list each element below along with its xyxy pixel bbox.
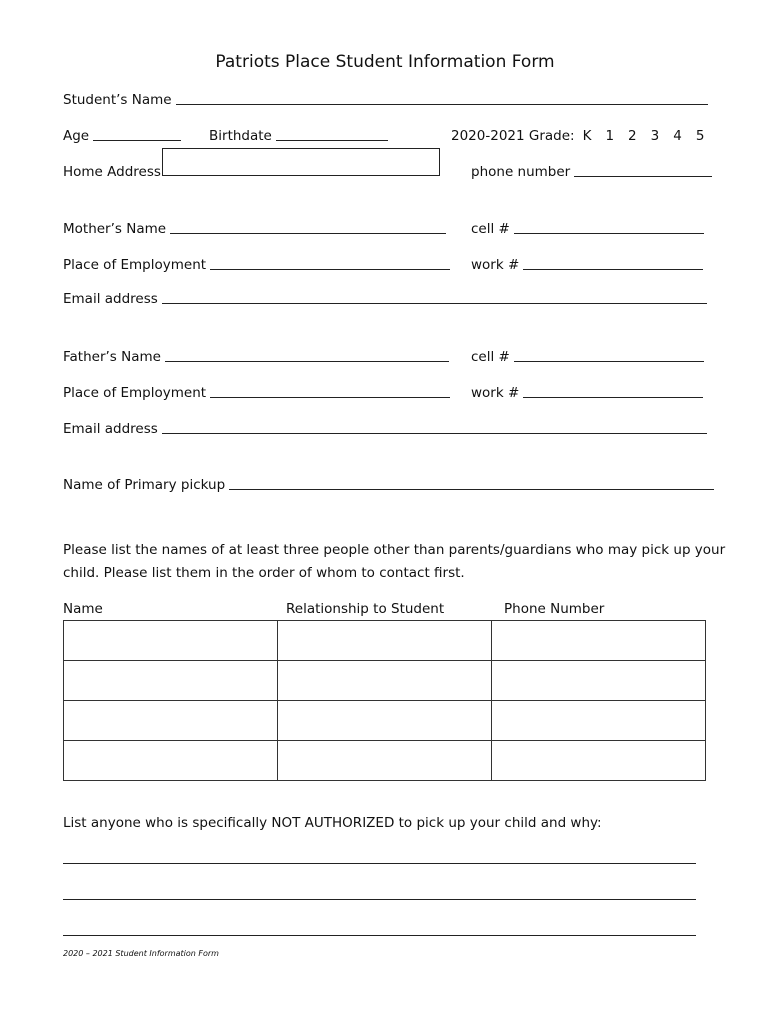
- table-cell-relationship[interactable]: [278, 621, 492, 661]
- birthdate-input-line[interactable]: [276, 139, 388, 141]
- table-cell-relationship[interactable]: [278, 661, 492, 701]
- age-row: [63, 128, 181, 144]
- father-email-row: [63, 421, 707, 437]
- footer-text: 2020 – 2021 Student Information Form: [63, 949, 219, 958]
- table-header-phone: Phone Number: [504, 601, 605, 617]
- table-cell-phone[interactable]: [492, 661, 706, 701]
- pickup-instructions-line2: child. Please list them in the order of whom to contact first.: [63, 565, 465, 581]
- primary-pickup-row: [63, 477, 714, 493]
- grade-label: 2020-2021 Grade:: [451, 128, 575, 144]
- father-email-label: Email address: [63, 421, 158, 437]
- mothers-name-row: [63, 221, 446, 237]
- father-work-label: work #: [471, 385, 520, 401]
- student-name-label: Student’s Name: [63, 92, 172, 108]
- table-row: [64, 701, 706, 741]
- grade-option-5[interactable]: 5: [695, 128, 705, 144]
- not-authorized-line-1[interactable]: [63, 862, 696, 864]
- mothers-name-input-line[interactable]: [170, 232, 446, 234]
- grade-option-3[interactable]: 3: [650, 128, 660, 144]
- mother-cell-row: [471, 221, 704, 237]
- fathers-name-label: Father’s Name: [63, 349, 161, 365]
- fathers-name-input-line[interactable]: [165, 360, 449, 362]
- father-employment-row: [63, 385, 450, 401]
- table-cell-phone[interactable]: [492, 741, 706, 781]
- birthdate-row: [209, 128, 388, 144]
- grade-row: [451, 128, 704, 144]
- birthdate-label: Birthdate: [209, 128, 272, 144]
- phone-number-input-line[interactable]: [574, 175, 712, 177]
- student-name-row: [63, 92, 708, 108]
- mother-cell-label: cell #: [471, 221, 510, 237]
- table-row: [64, 661, 706, 701]
- mother-cell-input-line[interactable]: [514, 232, 704, 234]
- mother-work-row: [471, 257, 703, 273]
- table-cell-name[interactable]: [64, 701, 278, 741]
- age-input-line[interactable]: [93, 139, 181, 141]
- grade-option-1[interactable]: 1: [605, 128, 615, 144]
- home-address-label: Home Address: [63, 164, 161, 180]
- fathers-name-row: [63, 349, 449, 365]
- mother-work-label: work #: [471, 257, 520, 273]
- table-header-name: Name: [63, 601, 103, 617]
- student-name-input-line[interactable]: [176, 103, 708, 105]
- phone-number-row: [471, 164, 712, 180]
- not-authorized-label: List anyone who is specifically NOT AUTHORIZED to pick up your child and why:: [63, 815, 602, 831]
- table-cell-name[interactable]: [64, 661, 278, 701]
- table-row: [64, 621, 706, 661]
- mother-email-label: Email address: [63, 291, 158, 307]
- mother-email-input-line[interactable]: [162, 302, 707, 304]
- father-cell-label: cell #: [471, 349, 510, 365]
- home-address-input[interactable]: [162, 148, 440, 176]
- table-cell-relationship[interactable]: [278, 701, 492, 741]
- form-title: Patriots Place Student Information Form: [215, 52, 555, 72]
- father-work-input-line[interactable]: [523, 396, 703, 398]
- table-row: [64, 741, 706, 781]
- father-work-row: [471, 385, 703, 401]
- primary-pickup-input-line[interactable]: [229, 488, 714, 490]
- mother-work-input-line[interactable]: [523, 268, 703, 270]
- table-cell-phone[interactable]: [492, 621, 706, 661]
- table-cell-relationship[interactable]: [278, 741, 492, 781]
- primary-pickup-label: Name of Primary pickup: [63, 477, 226, 493]
- father-employment-input-line[interactable]: [210, 396, 450, 398]
- mother-employment-input-line[interactable]: [210, 268, 450, 270]
- table-header-relationship: Relationship to Student: [286, 601, 445, 617]
- mothers-name-label: Mother’s Name: [63, 221, 167, 237]
- table-cell-name[interactable]: [64, 621, 278, 661]
- table-cell-name[interactable]: [64, 741, 278, 781]
- phone-number-label: phone number: [471, 164, 571, 180]
- pickup-contacts-table: [63, 620, 706, 781]
- father-email-input-line[interactable]: [162, 432, 707, 434]
- not-authorized-line-3[interactable]: [63, 934, 696, 936]
- mother-employment-row: [63, 257, 450, 273]
- grade-option-2[interactable]: 2: [628, 128, 637, 144]
- table-cell-phone[interactable]: [492, 701, 706, 741]
- grade-option-4[interactable]: 4: [673, 128, 682, 144]
- father-cell-input-line[interactable]: [514, 360, 704, 362]
- mother-email-row: [63, 291, 707, 307]
- grade-option-k[interactable]: K: [582, 128, 592, 144]
- mother-employment-label: Place of Employment: [63, 257, 207, 273]
- pickup-instructions-line1: Please list the names of at least three people other than parents/guardians who may pick up your: [63, 542, 726, 558]
- father-cell-row: [471, 349, 704, 365]
- father-employment-label: Place of Employment: [63, 385, 207, 401]
- age-label: Age: [63, 128, 90, 144]
- not-authorized-line-2[interactable]: [63, 898, 696, 900]
